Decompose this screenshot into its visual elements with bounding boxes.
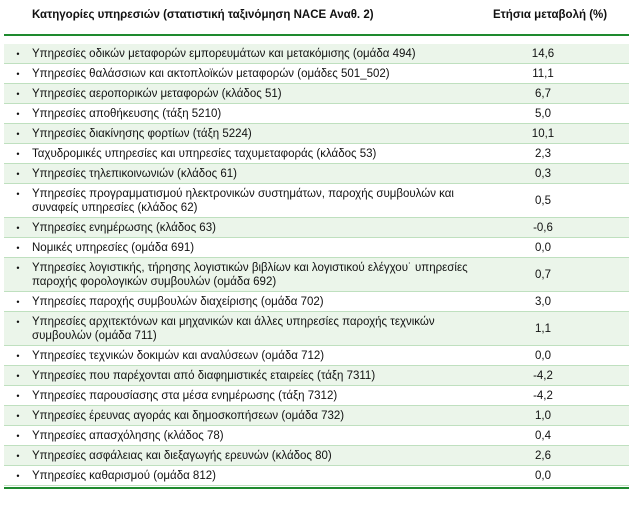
- table-body: [4, 44, 629, 486]
- bullet-icon: •: [16, 297, 20, 307]
- service-category-label: Υπηρεσίες παρουσίασης στα μέσα ενημέρωσης (τάξη 7312): [32, 389, 338, 402]
- annual-change-value: 3,0: [535, 295, 551, 308]
- service-category-label: Υπηρεσίες ασφάλειας και διεξαγωγής ερευνών (κλάδος 80): [32, 449, 332, 462]
- bullet-icon: •: [16, 471, 20, 481]
- table-row: [4, 292, 629, 312]
- service-category-label: Υπηρεσίες λογιστικής, τήρησης λογιστικών βιβλίων και λογιστικού ελέγχου˙ υπηρεσίες παροχής φορολογικών συμβουλών (ομάδα 692): [32, 261, 468, 288]
- annual-change-value: 6,7: [535, 87, 551, 100]
- header-spacer: [4, 36, 629, 44]
- annual-change-value: 2,6: [535, 449, 551, 462]
- annual-change-value: 14,6: [531, 47, 555, 60]
- bullet-icon: •: [16, 109, 20, 119]
- bullet-icon: •: [16, 411, 20, 421]
- table-row: [4, 258, 629, 292]
- annual-change-value: -4,2: [533, 389, 553, 402]
- bullet-icon: •: [16, 169, 20, 179]
- table-row: [4, 426, 629, 446]
- table-row: [4, 406, 629, 426]
- service-category-label: Υπηρεσίες αεροπορικών μεταφορών (κλάδος 51): [32, 87, 282, 100]
- table-row: [4, 64, 629, 84]
- service-category-label: Υπηρεσίες αποθήκευσης (τάξη 5210): [32, 107, 222, 120]
- annual-change-value: 0,0: [535, 469, 551, 482]
- bullet-icon: •: [16, 317, 20, 327]
- bullet-icon: •: [16, 243, 20, 253]
- bullet-icon: •: [16, 223, 20, 233]
- bullet-icon: •: [16, 189, 20, 199]
- table-row: [4, 44, 629, 64]
- annual-change-value: 0,3: [535, 167, 551, 180]
- bullet-icon: •: [16, 129, 20, 139]
- annual-change-value: -0,6: [533, 221, 553, 234]
- table-row: [4, 312, 629, 346]
- table-row: [4, 466, 629, 486]
- bullet-icon: •: [16, 89, 20, 99]
- bullet-icon: •: [16, 149, 20, 159]
- service-category-label: Υπηρεσίες οδικών μεταφορών εμπορευμάτων και μετακόμισης (ομάδα 494): [32, 47, 416, 60]
- annual-change-value: 11,1: [532, 67, 554, 80]
- annual-change-value: 0,4: [535, 429, 551, 442]
- bullet-icon: •: [16, 69, 20, 79]
- table-row: [4, 446, 629, 466]
- bullet-icon: •: [16, 371, 20, 381]
- service-category-label: Υπηρεσίες τηλεπικοινωνιών (κλάδος 61): [32, 167, 237, 180]
- table-row: [4, 238, 629, 258]
- service-category-label: Υπηρεσίες θαλάσσιων και ακτοπλοϊκών μεταφορών (ομάδες 501_502): [32, 67, 390, 80]
- service-category-label: Υπηρεσίες παροχής συμβουλών διαχείρισης (ομάδα 702): [32, 295, 324, 308]
- annual-change-value: -4,2: [533, 369, 553, 382]
- bullet-icon: •: [16, 263, 20, 273]
- table-row: [4, 84, 629, 104]
- service-category-label: Νομικές υπηρεσίες (ομάδα 691): [32, 241, 195, 254]
- table-row: [4, 124, 629, 144]
- service-category-label: Υπηρεσίες ενημέρωσης (κλάδος 63): [32, 221, 216, 234]
- service-category-label: Υπηρεσίες έρευνας αγοράς και δημοσκοπήσεων (ομάδα 732): [32, 409, 345, 422]
- service-category-label: Υπηρεσίες τεχνικών δοκιμών και αναλύσεων (ομάδα 712): [32, 349, 325, 362]
- table-header: [4, 4, 629, 34]
- table-row: [4, 366, 629, 386]
- annual-change-value: 5,0: [535, 107, 551, 120]
- annual-change-value: 0,0: [535, 241, 551, 254]
- service-category-label: Υπηρεσίες απασχόλησης (κλάδος 78): [32, 429, 224, 442]
- service-category-label: Υπηρεσίες αρχιτεκτόνων και μηχανικών και άλλες υπηρεσίες παροχής τεχνικών συμβουλών (ομάδα 711): [32, 315, 435, 342]
- table-row: [4, 386, 629, 406]
- table-row: [4, 218, 629, 238]
- service-category-label: Υπηρεσίες καθαρισμού (ομάδα 812): [32, 469, 216, 482]
- footer-rule: [4, 487, 629, 489]
- service-category-label: Υπηρεσίες προγραμματισμού ηλεκτρονικών συστημάτων, παροχής συμβουλών και συναφείς υπηρεσίες (κλάδος 62): [32, 187, 454, 214]
- annual-change-value: 0,7: [535, 268, 551, 281]
- category-column-header: Κατηγορίες υπηρεσιών (στατιστική ταξινόμηση NACE Αναθ. 2): [32, 9, 374, 21]
- bullet-icon: •: [16, 431, 20, 441]
- service-category-label: Υπηρεσίες διακίνησης φορτίων (τάξη 5224): [32, 127, 252, 140]
- annual-change-value: 10,1: [531, 127, 555, 140]
- bullet-icon: •: [16, 49, 20, 59]
- bullet-icon: •: [16, 451, 20, 461]
- services-price-table: [4, 4, 629, 489]
- annual-change-value: 0,5: [535, 194, 551, 207]
- table-row: [4, 104, 629, 124]
- table-row: [4, 144, 629, 164]
- annual-change-value: 1,0: [535, 409, 551, 422]
- table-row: [4, 346, 629, 366]
- service-category-label: Ταχυδρομικές υπηρεσίες και υπηρεσίες ταχυμεταφοράς (κλάδος 53): [32, 147, 377, 160]
- service-category-label: Υπηρεσίες που παρέχονται από διαφημιστικές εταιρείες (τάξη 7311): [32, 369, 376, 382]
- table-row: [4, 164, 629, 184]
- bullet-icon: •: [16, 351, 20, 361]
- bullet-icon: •: [16, 391, 20, 401]
- annual-change-value: 2,3: [535, 147, 551, 160]
- annual-change-value: 1,1: [535, 322, 551, 335]
- value-column-header: Ετήσια μεταβολή (%): [493, 9, 608, 21]
- annual-change-value: 0,0: [535, 349, 551, 362]
- table-row: [4, 184, 629, 218]
